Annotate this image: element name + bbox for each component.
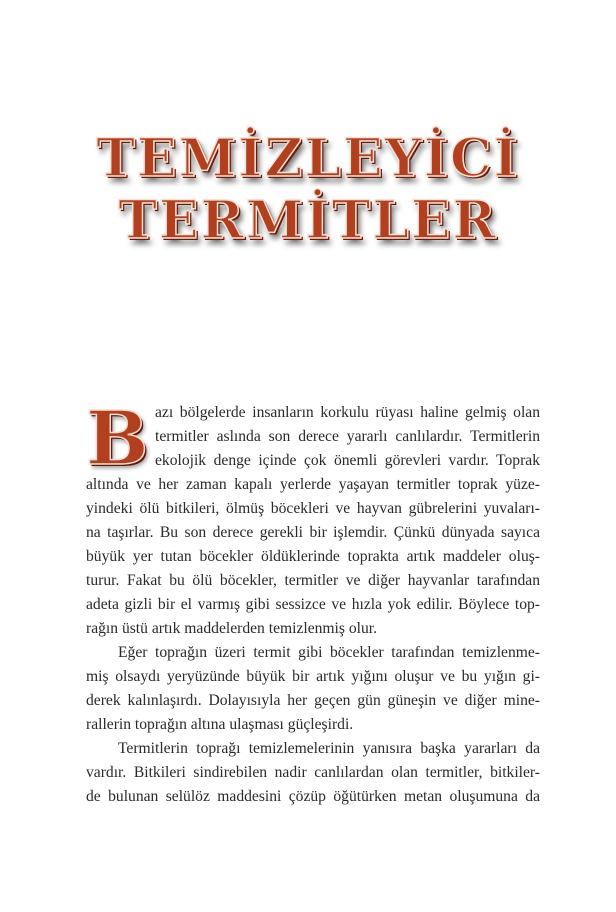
body-line: altında ve her zaman kapalı yerlerde yaşayan termitler toprak yüze- bbox=[86, 476, 540, 493]
body-line: rağın üstü artık maddelerden temizlenmiş olur. bbox=[86, 620, 378, 637]
body-line: yindeki ölü bitkileri, ölmüş böcekleri ve hayvan gübrelerini yuvaları- bbox=[86, 500, 540, 517]
body-line: Eğer toprağın üzeri termit gibi böcekler tarafından temizlenme- bbox=[118, 644, 540, 661]
body-line: büyük yer tutan böcekler öldüklerinde toprakta artık maddeler oluş- bbox=[86, 548, 540, 565]
body-line: ekolojik denge içinde çok önemli görevleri vardır. Toprak bbox=[155, 452, 540, 469]
body-line: turur. Fakat bu ölü böcekler, termitler ve diğer hayvanlar tarafından bbox=[86, 572, 540, 589]
chapter-title-line-1: TEMİZLEYİCİ bbox=[96, 128, 520, 189]
body-line: termitler aslında son derece yararlı canlılardır. Termitlerin bbox=[155, 428, 540, 445]
drop-cap: B bbox=[86, 396, 149, 482]
body-line: derek kalınlaşırdı. Dolayısıyla her geçen gün güneşin ve diğer mine- bbox=[86, 692, 540, 709]
body-line: azı bölgelerde insanların korkulu rüyası haline gelmiş olan bbox=[155, 404, 540, 421]
body-line: na taşırlar. Bu son derece gerekli bir işlemdir. Çünkü dünyada sayıca bbox=[86, 524, 540, 541]
chapter-title-line-2: TERMİTLER bbox=[118, 190, 498, 251]
body-line: rallerin toprağın altına ulaşması güçleşirdi. bbox=[86, 716, 354, 733]
body-line: miş olsaydı yeryüzünde büyük bir artık yığını oluşur ve bu yığın gi- bbox=[86, 668, 540, 685]
body-line: vardır. Bitkileri sindirebilen nadir canlılardan olan termitler, bitkiler- bbox=[86, 764, 540, 781]
body-line: Termitlerin toprağı temizlemelerinin yanısıra başka yararları da bbox=[118, 740, 540, 757]
body-line: de bulunan selülöz maddesini çözüp öğütürken metan oluşumuna da bbox=[86, 788, 540, 805]
body-line: adeta gizli bir el varmış gibi sessizce ve hızla yok edilir. Böylece top- bbox=[86, 596, 540, 613]
